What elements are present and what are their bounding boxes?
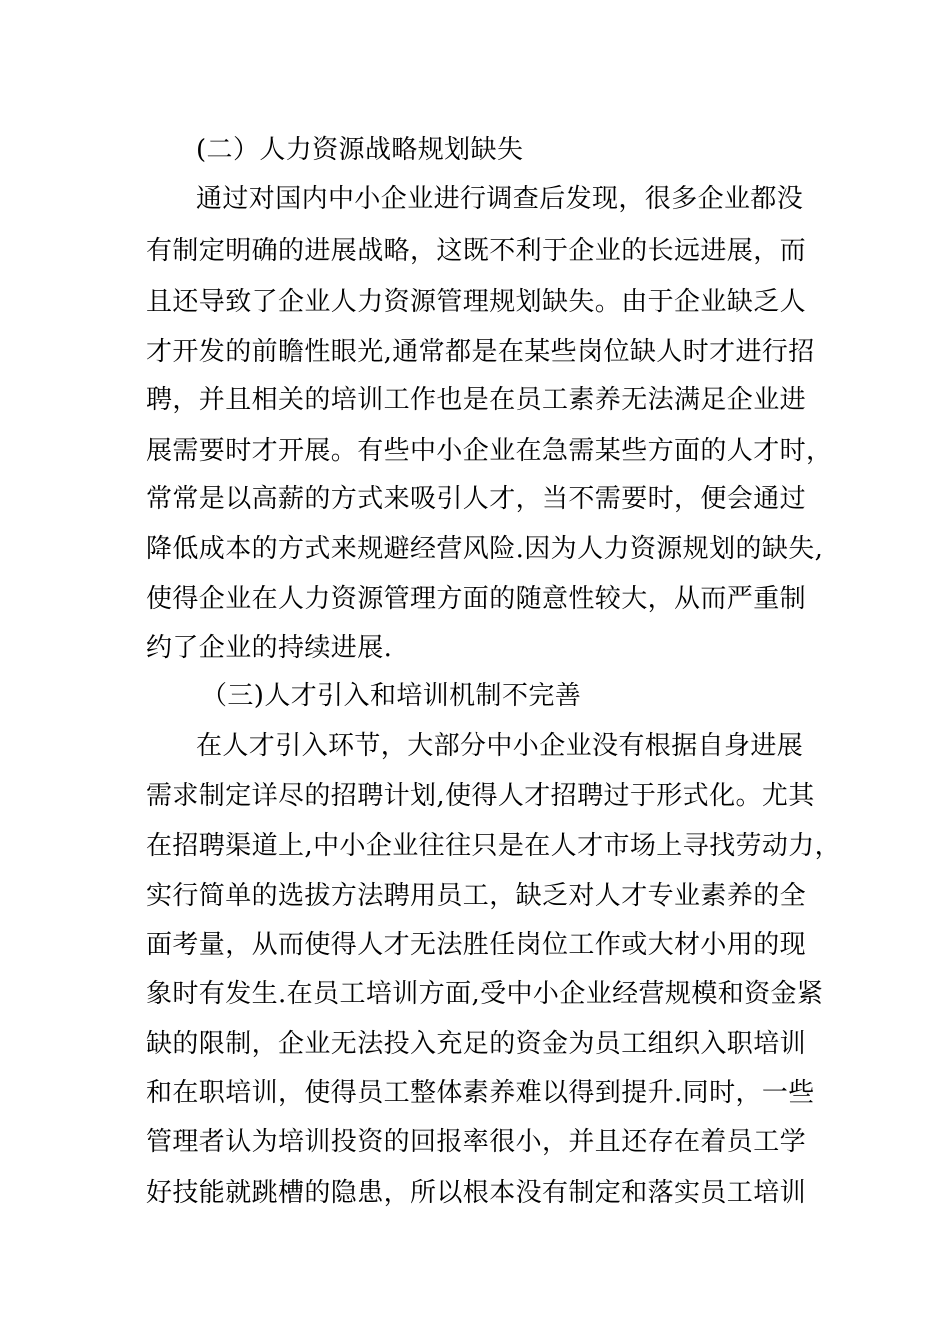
paragraph-line: 在招聘渠道上,中小企业往往只是在人才市场上寻找劳动力， — [146, 831, 842, 861]
paragraph-line: 使得企业在人力资源管理方面的随意性较大，从而严重制 — [146, 584, 807, 614]
paragraph-line: 实行简单的选拔方法聘用员工，缺乏对人才专业素养的全 — [146, 881, 807, 911]
paragraph-line: 和在职培训，使得员工整体素养难以得到提升.同时，一些 — [146, 1078, 815, 1108]
paragraph-line: 通过对国内中小企业进行调查后发现，很多企业都没 — [196, 184, 804, 214]
paragraph-line: 需求制定详尽的招聘计划,使得人才招聘过于形式化。尤其 — [146, 781, 815, 811]
paragraph-line: 才开发的前瞻性眼光,通常都是在某些岗位缺人时才进行招 — [146, 337, 815, 367]
paragraph-line: 且还导致了企业人力资源管理规划缺失。由于企业缺乏人 — [146, 287, 807, 317]
paragraph-line: 常常是以高薪的方式来吸引人才，当不需要时，便会通过 — [146, 484, 807, 514]
paragraph-line: 管理者认为培训投资的回报率很小，并且还存在着员工学 — [146, 1127, 807, 1157]
paragraph-line: 降低成本的方式来规避经营风险.因为人力资源规划的缺失, — [146, 534, 824, 564]
paragraph-line: 缺的限制，企业无法投入充足的资金为员工组织入职培训 — [146, 1029, 807, 1059]
paragraph-line: 面考量，从而使得人才无法胜任岗位工作或大材小用的现 — [146, 930, 807, 960]
paragraph-line: 好技能就跳槽的隐患，所以根本没有制定和落实员工培训 — [146, 1178, 807, 1208]
paragraph-line: 有制定明确的进展战略，这既不利于企业的长远进展，而 — [146, 236, 807, 266]
paragraph-line: 约了企业的持续进展. — [146, 633, 393, 663]
paragraph-line: 聘，并且相关的培训工作也是在员工素养无法满足企业进 — [146, 385, 807, 415]
paragraph-line: 展需要时才开展。有些中小企业在急需某些方面的人才时， — [146, 436, 833, 466]
section-heading: (二）人力资源战略规划缺失 — [196, 135, 524, 165]
paragraph-line: 在人才引入环节，大部分中小企业没有根据自身进展 — [196, 731, 804, 761]
section-heading: （三)人才引入和培训机制不完善 — [201, 681, 582, 711]
paragraph-line: 象时有发生.在员工培训方面,受中小企业经营规模和资金紧 — [146, 979, 824, 1009]
